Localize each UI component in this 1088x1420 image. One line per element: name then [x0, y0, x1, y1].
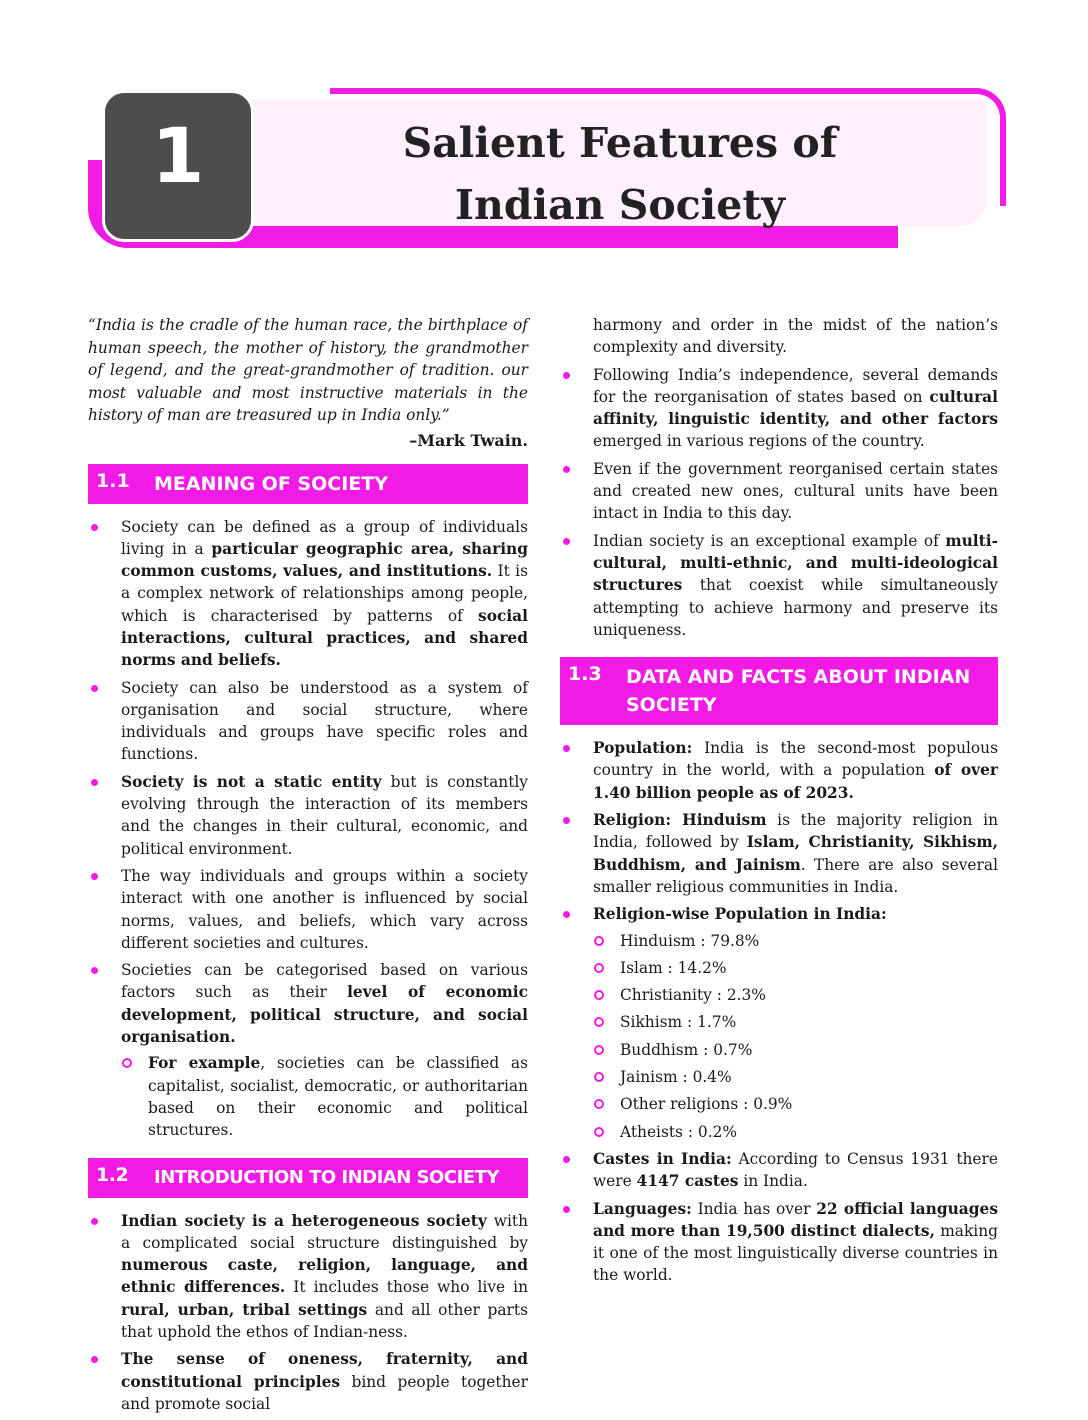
section-number: 1.1: [96, 469, 130, 492]
list-item: The sense of oneness, fraternity, and constitutional principles bind people together and promote social: [88, 1348, 528, 1415]
list-item: Religion-wise Population in India: Hinduism : 79.8% Islam : 14.2% Christianity : 2.3% Sikhism : 1.7% Buddhism : 0.7% Jainism : 0.4% Other religions : 0.9% Atheists : 0.2%: [560, 903, 998, 1143]
section-1-3-list: [560, 737, 998, 1287]
section-heading-1-1: [88, 464, 528, 504]
religion-item: Sikhism : 1.7%: [593, 1011, 998, 1033]
list-item: Society is not a static entity but is constantly evolving through the interaction of its members and the changes in their cultural, economic, and political environment.: [88, 771, 528, 860]
chapter-title-line1: Salient Features of: [402, 119, 838, 167]
list-item: Indian society is a heterogeneous society with a complicated social structure distinguished by numerous caste, religion, language, and ethnic differences. It includes those who live in rural, urban, tribal settings and all other parts that uphold the ethos of Indian-ness.: [88, 1210, 528, 1344]
chapter-title: [330, 112, 910, 236]
section-title: INTRODUCTION TO INDIAN SOCIETY: [154, 1166, 499, 1188]
list-item-continued: harmony and order in the midst of the nation’s complexity and diversity.: [593, 316, 998, 357]
epigraph-author: –Mark Twain.: [409, 430, 528, 450]
right-column: [560, 314, 998, 1292]
list-item: Society can also be understood as a system of organisation and social structure, where individuals and groups have specific roles and functions.: [88, 677, 528, 766]
section-number: 1.3: [568, 663, 602, 686]
section-1-2-list-continued: [560, 364, 998, 642]
list-item: Castes in India: According to Census 1931 there were 4147 castes in India.: [560, 1148, 998, 1193]
list-item: Even if the government reorganised certain states and created new ones, cultural units have been intact in India to this day.: [560, 458, 998, 525]
sub-list: [121, 1052, 528, 1141]
list-item: The way individuals and groups within a society interact with one another is influenced by social norms, values, and beliefs, which vary across different societies and cultures.: [88, 865, 528, 954]
list-item: Societies can be categorised based on various factors such as their level of economic development, political structure, and social organisation. For example, societies can be classified as capitalist, socialist, democratic, or authoritarian based on their economic and political structures.: [88, 959, 528, 1141]
list-item: Society can be defined as a group of individuals living in a particular geographic area, sharing common customs, values, and institutions. It is a complex network of relationships among people, which is characterised by patterns of social interactions, cultural practices, and shared norms and beliefs.: [88, 516, 528, 672]
chapter-number: 1: [151, 111, 205, 200]
religion-item: Jainism : 0.4%: [593, 1066, 998, 1088]
list-item: Indian society is an exceptional example of multi-cultural, multi-ethnic, and multi-ideological structures that coexist while simultaneously attempting to achieve harmony and preserve its uniqueness.: [560, 530, 998, 641]
religion-item: Christianity : 2.3%: [593, 984, 998, 1006]
list-item: Following India’s independence, several demands for the reorganisation of states based on cultural affinity, linguistic identity, and other factors emerged in various regions of the country.: [560, 364, 998, 453]
list-item: Religion: Hinduism is the majority religion in India, followed by Islam, Christianity, Sikhism, Buddhism, and Jainism. There are also several smaller religious communities in India.: [560, 809, 998, 898]
list-item: Population: India is the second-most populous country in the world, with a population of over 1.40 billion people as of 2023.: [560, 737, 998, 804]
religion-item: Atheists : 0.2%: [593, 1121, 998, 1143]
list-item: Languages: India has over 22 official languages and more than 19,500 distinct dialects, making it one of the most linguistically diverse countries in the world.: [560, 1198, 998, 1287]
section-heading-1-3: [560, 657, 998, 725]
religion-item: Islam : 14.2%: [593, 957, 998, 979]
section-1-2-list: [88, 1210, 528, 1416]
epigraph-quote: “India is the cradle of the human race, the birthplace of human speech, the mother of history, the grandmother of legend, and the great-grandmother of tradition. our most valuable and most instructive materials in the history of man are treasured up in India only.”: [88, 316, 528, 424]
religion-list: [593, 930, 998, 1143]
section-1-1-list: [88, 516, 528, 1142]
religion-item: Other religions : 0.9%: [593, 1093, 998, 1115]
chapter-header: [0, 0, 1088, 260]
section-number: 1.2: [96, 1163, 129, 1186]
chapter-number-box: [102, 90, 254, 242]
sub-list-item: For example, societies can be classified as capitalist, socialist, democratic, or authoritarian based on their economic and political structures.: [121, 1052, 528, 1141]
left-column: [88, 314, 528, 1420]
section-heading-1-2: [88, 1158, 528, 1198]
religion-item: Buddhism : 0.7%: [593, 1039, 998, 1061]
religion-item: Hinduism : 79.8%: [593, 930, 998, 952]
section-title: DATA AND FACTS ABOUT INDIAN SOCIETY: [626, 666, 971, 717]
chapter-title-line2: Indian Society: [454, 181, 786, 229]
section-title: MEANING OF SOCIETY: [154, 472, 388, 495]
